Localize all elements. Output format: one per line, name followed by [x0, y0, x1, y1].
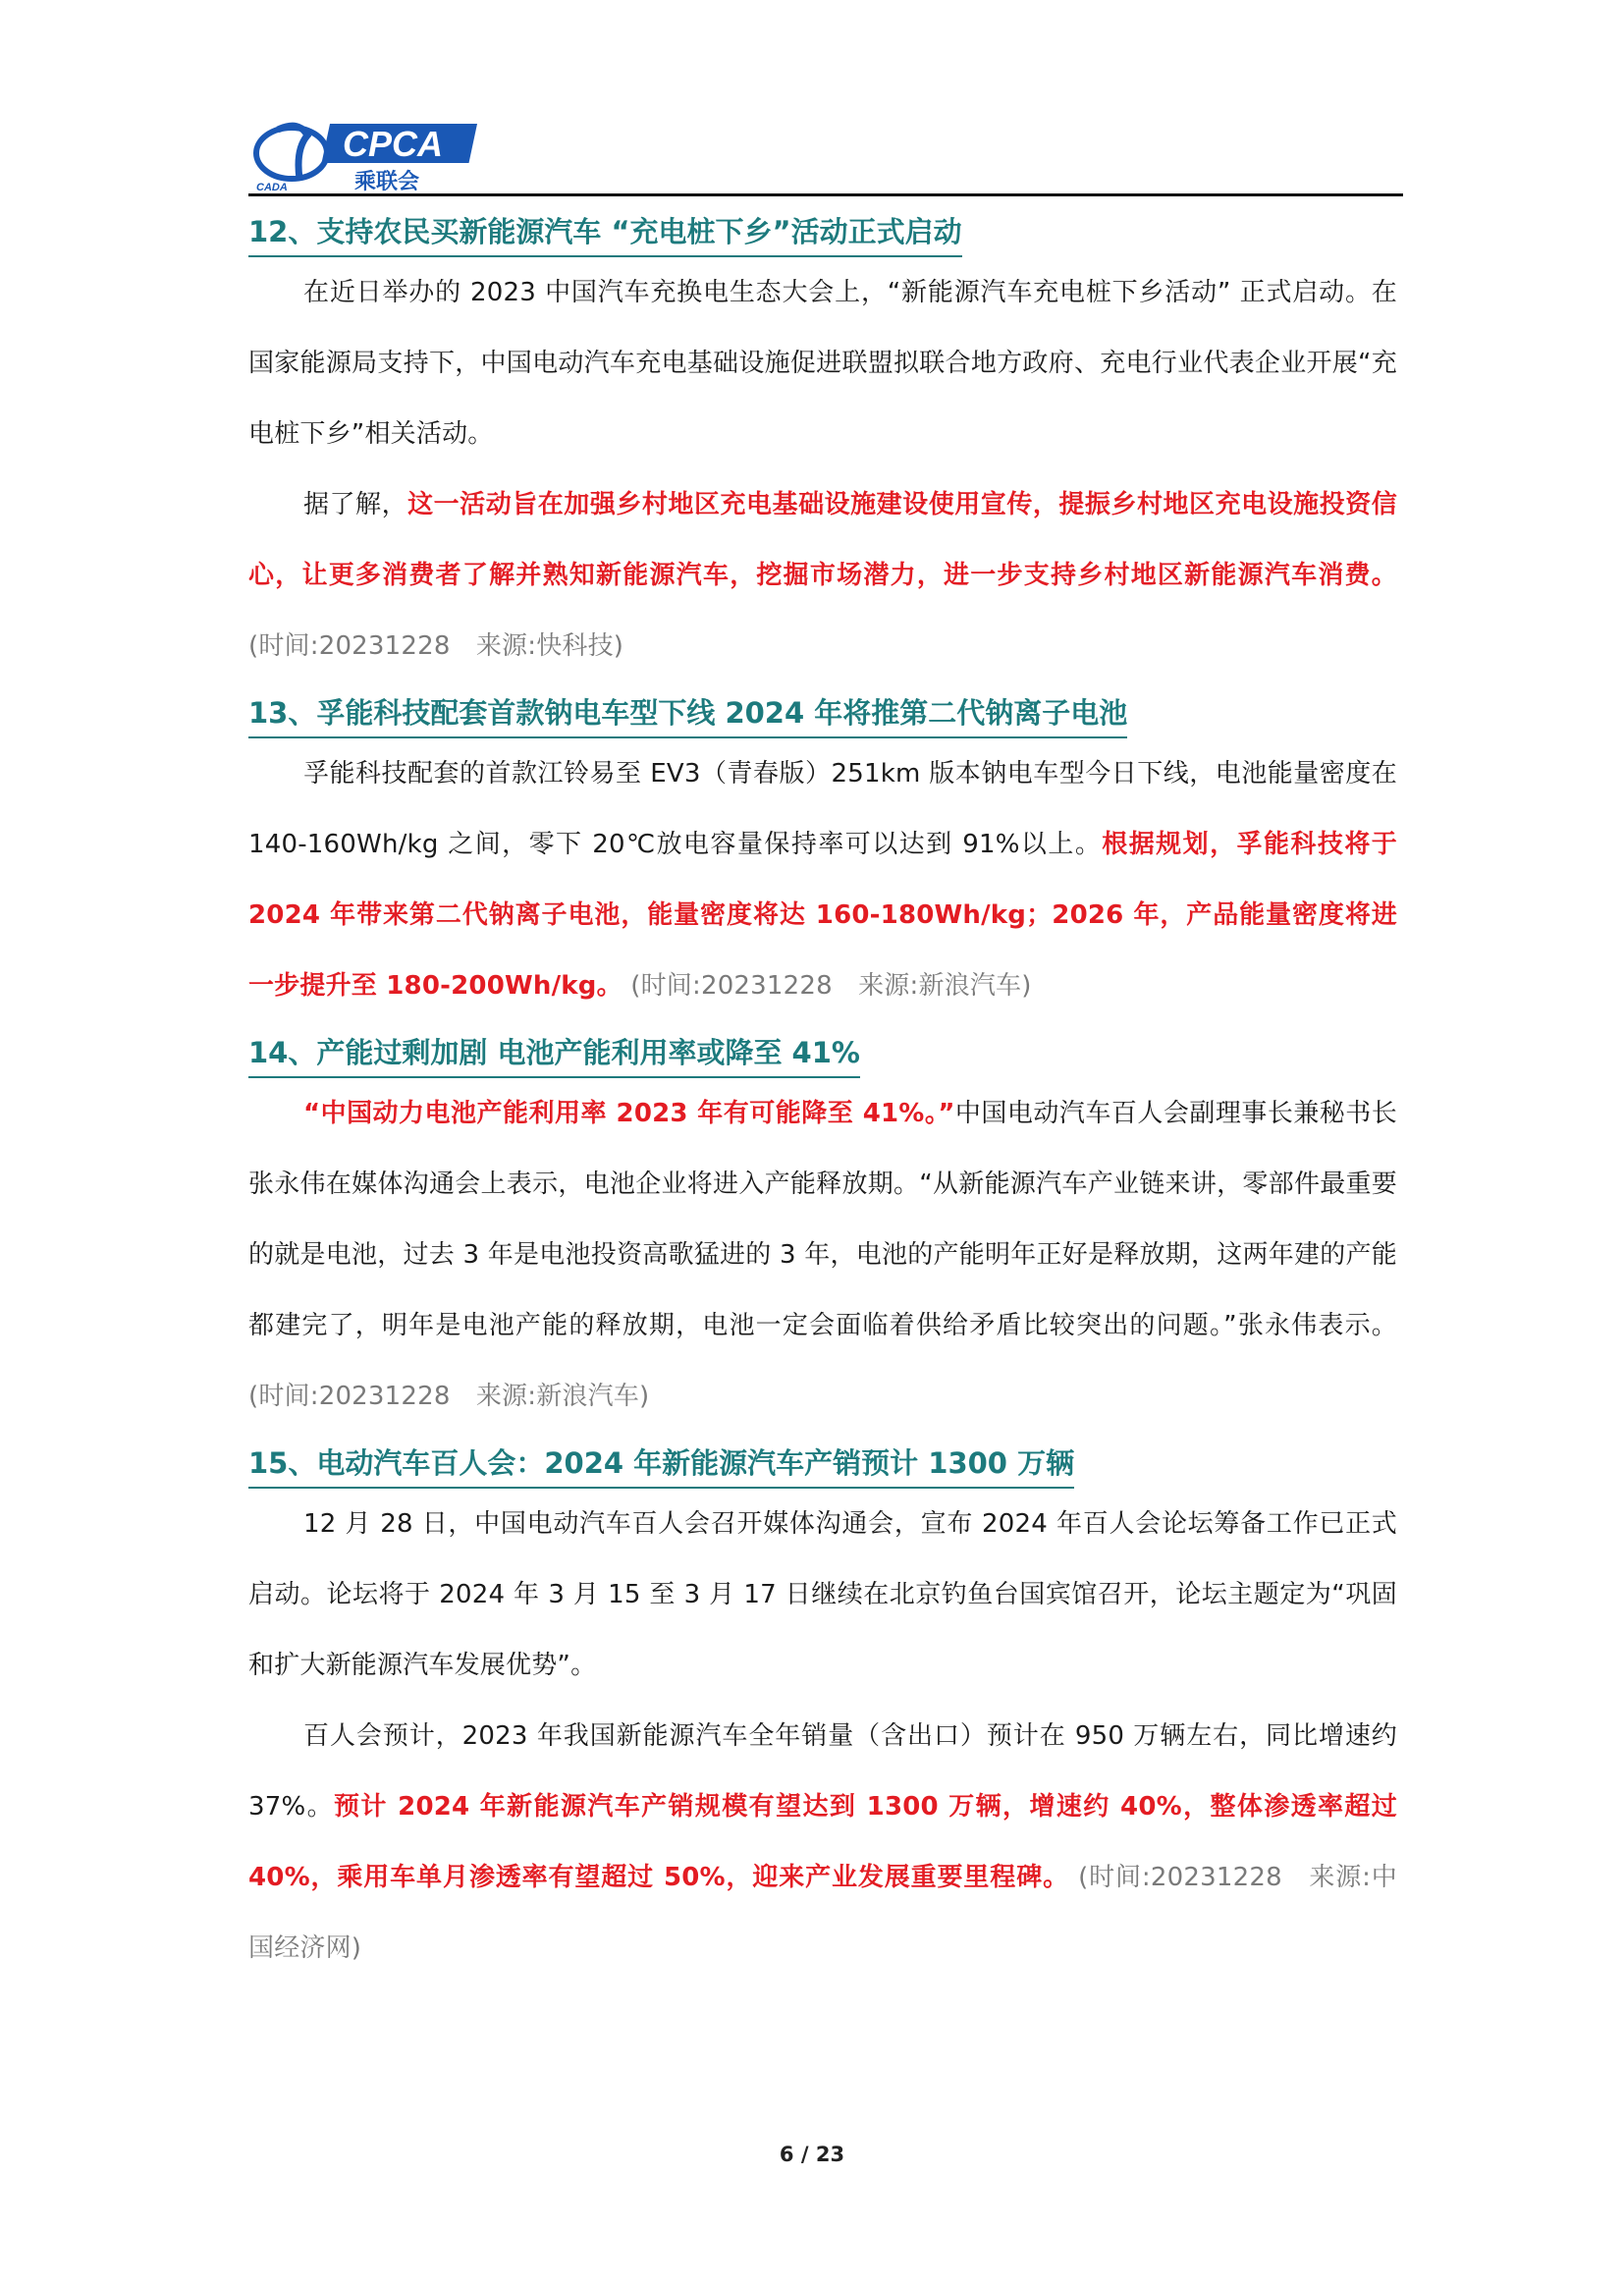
document-body [248, 200, 1397, 1984]
svg-text:CADA: CADA [256, 182, 288, 192]
paragraph [248, 1078, 1397, 1432]
svg-text:乘联会: 乘联会 [354, 170, 420, 192]
paragraph [248, 1489, 1397, 1701]
highlight-text: “中国动力电池产能利用率 2023 年有可能降至 41%。” [303, 1099, 955, 1128]
section-title: 13、孚能科技配套首款钠电车型下线 2024 年将推第二代钠离子电池 [248, 681, 1127, 738]
paragraph-text: 据了解， [303, 490, 408, 519]
source-note: (时间:20231228 来源:新浪汽车) [622, 971, 1032, 1001]
source-note: (时间:20231228 来源:新浪汽车) [248, 1382, 650, 1411]
highlight-text: 根据规划，孚能科技将于 2024 年带来第二代钠离子电池，能量密度将达 160-180Wh/kg；2026 年，产品能量密度将进一步提升至 180-200Wh/kg。 [248, 830, 1397, 1001]
paragraph [248, 1701, 1397, 1984]
source-note: (时间:20231228 来源:中国经济网) [248, 1863, 1397, 1963]
highlight-text: 预计 2024 年新能源汽车产销规模有望达到 1300 万辆，增速约 40%，整体渗透率超过 40%，乘用车单月渗透率有望超过 50%，迎来产业发展重要里程碑。 [248, 1792, 1397, 1892]
paragraph [248, 469, 1397, 681]
section-title: 12、支持农民买新能源汽车 “充电桩下乡”活动正式启动 [248, 200, 962, 257]
news-item [248, 1021, 1397, 1432]
news-item [248, 681, 1397, 1021]
paragraph-text: 在近日举办的 2023 中国汽车充换电生态大会上，“新能源汽车充电桩下乡活动” 正式启动。在国家能源局支持下，中国电动汽车充电基础设施促进联盟拟联合地方政府、充电行业代表企业开展“充电桩下乡”相关活动。 [248, 278, 1397, 449]
page-header [248, 110, 1403, 196]
svg-text:CPCA: CPCA [343, 124, 444, 164]
paragraph [248, 257, 1397, 469]
cpca-logo [248, 110, 484, 192]
section-title: 14、产能过剩加剧 电池产能利用率或降至 41% [248, 1021, 860, 1078]
highlight-text: 这一活动旨在加强乡村地区充电基础设施建设使用宣传，提振乡村地区充电设施投资信心，让更多消费者了解并熟知新能源汽车，挖掘市场潜力，进一步支持乡村地区新能源汽车消费。 [248, 490, 1397, 590]
news-item [248, 200, 1397, 681]
paragraph [248, 738, 1397, 1021]
paragraph-text: 百人会预计，2023 年我国新能源汽车全年销量（含出口）预计在 950 万辆左右，同比增速约 37%。 [248, 1721, 1397, 1822]
paragraph-text: 孚能科技配套的首款江铃易至 EV3（青春版）251km 版本钠电车型今日下线，电池能量密度在 140-160Wh/kg 之间，零下 20℃放电容量保持率可以达到 91%以上。 [248, 759, 1397, 859]
section-title: 15、电动汽车百人会：2024 年新能源汽车产销预计 1300 万辆 [248, 1432, 1074, 1489]
header-rule [248, 193, 1403, 196]
page-number: 6 / 23 [779, 2143, 845, 2166]
paragraph-text: 中国电动汽车百人会副理事长兼秘书长张永伟在媒体沟通会上表示，电池企业将进入产能释放期。“从新能源汽车产业链来讲，零部件最重要的就是电池，过去 3 年是电池投资高歌猛进的 3 年，电池的产能明年正好是释放期，这两年建的产能都建完了，明年是电池产能的释放期，电池一定会面临着供给矛盾比较突出的问题。”张永伟表示。 [248, 1099, 1397, 1340]
source-note: (时间:20231228 来源:快科技) [248, 631, 624, 661]
news-item [248, 1432, 1397, 1984]
paragraph-text: 12 月 28 日，中国电动汽车百人会召开媒体沟通会，宣布 2024 年百人会论坛筹备工作已正式启动。论坛将于 2024 年 3 月 15 至 3 月 17 日继续在北京钓鱼台国宾馆召开，论坛主题定为“巩固和扩大新能源汽车发展优势”。 [248, 1509, 1397, 1680]
